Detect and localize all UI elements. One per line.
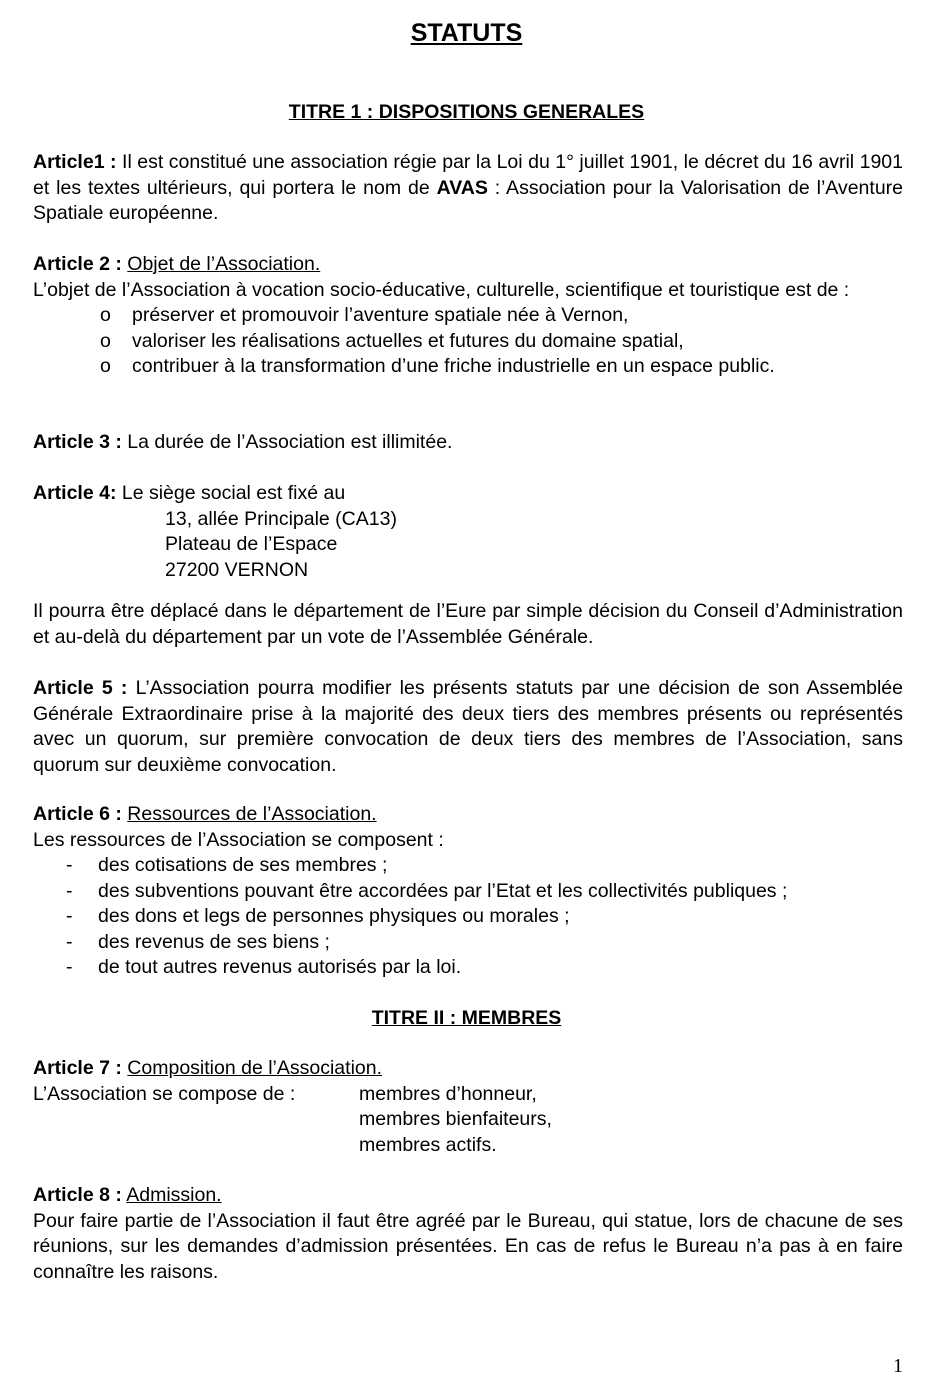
member-type: membres bienfaiteurs, [359, 1108, 552, 1130]
article-1-text-b: : Association pour la Valorisation de l’Aventure Spatiale européenne. [33, 176, 904, 224]
list-item-text: des revenus de ses biens ; [98, 930, 330, 953]
composition-row [33, 1082, 903, 1108]
article-3-paragraph [33, 430, 903, 456]
address-line-1: 13, allée Principale (CA13) [165, 507, 397, 530]
article-6-label: Article 6 : [33, 803, 122, 825]
article-5-label: Article 5 : [33, 677, 128, 699]
article-7-heading: Composition de l’Association. [127, 1057, 383, 1079]
article-8-heading: Admission. [126, 1184, 222, 1206]
article-8-header [33, 1183, 903, 1209]
article-4-text: Le siège social est fixé au [116, 482, 346, 504]
list-item-text: des subventions pouvant être accordées par l’Etat et les collectivités publiques ; [98, 879, 788, 902]
bullet-marker: - [66, 879, 73, 902]
bullet-marker: o [100, 304, 111, 326]
article-1-text-a: Il est constitué une association régie par la Loi du 1° juillet 1901, le décret du 16 avril 1901 et les textes ultérieurs, qui portera le nom de [33, 151, 903, 199]
bullet-marker: - [66, 905, 73, 927]
composition-intro: L’Association se compose de : [33, 1082, 296, 1105]
list-item [33, 329, 903, 355]
composition-row [33, 1107, 903, 1133]
article-5 [33, 676, 903, 778]
article-4-paragraph [33, 481, 903, 507]
list-item [33, 955, 903, 981]
article-3 [33, 430, 903, 456]
document-title: STATUTS [410, 19, 523, 47]
address-line-2: Plateau de l’Espace [165, 533, 338, 555]
page-number: 1 [893, 1355, 903, 1377]
list-item [33, 879, 903, 905]
list-item [33, 853, 903, 879]
list-item-text: contribuer à la transformation d’une friche industrielle en un espace public. [132, 355, 775, 377]
list-item [33, 904, 903, 930]
list-item-text: valoriser les réalisations actuelles et futures du domaine spatial, [132, 329, 684, 352]
member-type: membres d’honneur, [359, 1082, 537, 1105]
article-2-label: Article 2 : [33, 253, 122, 275]
address-line-3: 27200 VERNON [165, 558, 309, 581]
bullet-marker: o [100, 355, 111, 377]
article-3-text: La durée de l’Association est illimitée. [121, 431, 453, 453]
article-3-label: Article 3 : [33, 431, 122, 453]
article-1-label: Article1 : [33, 151, 117, 173]
article-2 [33, 252, 903, 380]
article-8-text: Pour faire partie de l’Association il faut être agréé par le Bureau, qui statue, lors de chacune de ses réunions, sur les demandes d’admission présentées. En cas de refus le Bureau n’a pas à en faire connaître les raisons. [33, 1209, 903, 1283]
article-7-header [33, 1056, 903, 1082]
list-item [33, 354, 903, 380]
article-1 [33, 150, 903, 227]
article-6-heading: Ressources de l’Association. [127, 803, 377, 825]
article-4-continued [33, 599, 903, 650]
article-5-text: L’Association pourra modifier les présents statuts par une décision de son Assemblée Générale Extraordinaire prise à la majorité des deux tiers des membres présents ou représentés avec un quorum, sur première convocation de deux tiers des membres de l’Association, sans quorum sur deuxième convocation. [33, 677, 903, 776]
article-5-paragraph [33, 676, 903, 778]
article-6-header [33, 802, 903, 828]
bullet-marker: - [66, 930, 73, 953]
article-8 [33, 1183, 903, 1285]
article-1-paragraph [33, 150, 903, 227]
section-title-1: TITRE 1 : DISPOSITIONS GENERALES [288, 101, 645, 123]
list-item-text: des cotisations de ses membres ; [98, 854, 388, 876]
article-6-intro: Les ressources de l’Association se composent : [33, 828, 444, 851]
list-item [33, 930, 903, 956]
list-item [33, 303, 903, 329]
list-item-text: préserver et promouvoir l’aventure spatiale née à Vernon, [132, 304, 629, 326]
association-acronym: AVAS [436, 176, 488, 199]
bullet-marker: o [100, 329, 111, 352]
member-type: membres actifs. [359, 1133, 497, 1156]
composition-row [33, 1133, 903, 1159]
section-title-2: TITRE II : MEMBRES [371, 1007, 562, 1029]
article-4 [33, 481, 903, 583]
article-4-label: Article 4: [33, 482, 117, 504]
article-2-list [33, 303, 903, 380]
article-7-label: Article 7 : [33, 1057, 122, 1079]
article-7 [33, 1056, 903, 1158]
bullet-marker: - [66, 956, 73, 978]
bullet-marker: - [66, 854, 73, 876]
article-8-label: Article 8 : [33, 1184, 122, 1206]
list-item-text: de tout autres revenus autorisés par la loi. [98, 956, 462, 978]
article-2-heading: Objet de l’Association. [127, 253, 321, 275]
article-4-text-2: Il pourra être déplacé dans le département de l’Eure par simple décision du Conseil d’Administration et au-delà du département par un vote de l’Assemblée Générale. [33, 600, 903, 648]
article-2-header [33, 252, 903, 278]
list-item-text: des dons et legs de personnes physiques ou morales ; [98, 905, 570, 927]
article-6-list [33, 853, 903, 981]
article-6 [33, 802, 903, 981]
article-2-intro: L’objet de l’Association à vocation socio-éducative, culturelle, scientifique et touristique est de : [33, 278, 850, 301]
